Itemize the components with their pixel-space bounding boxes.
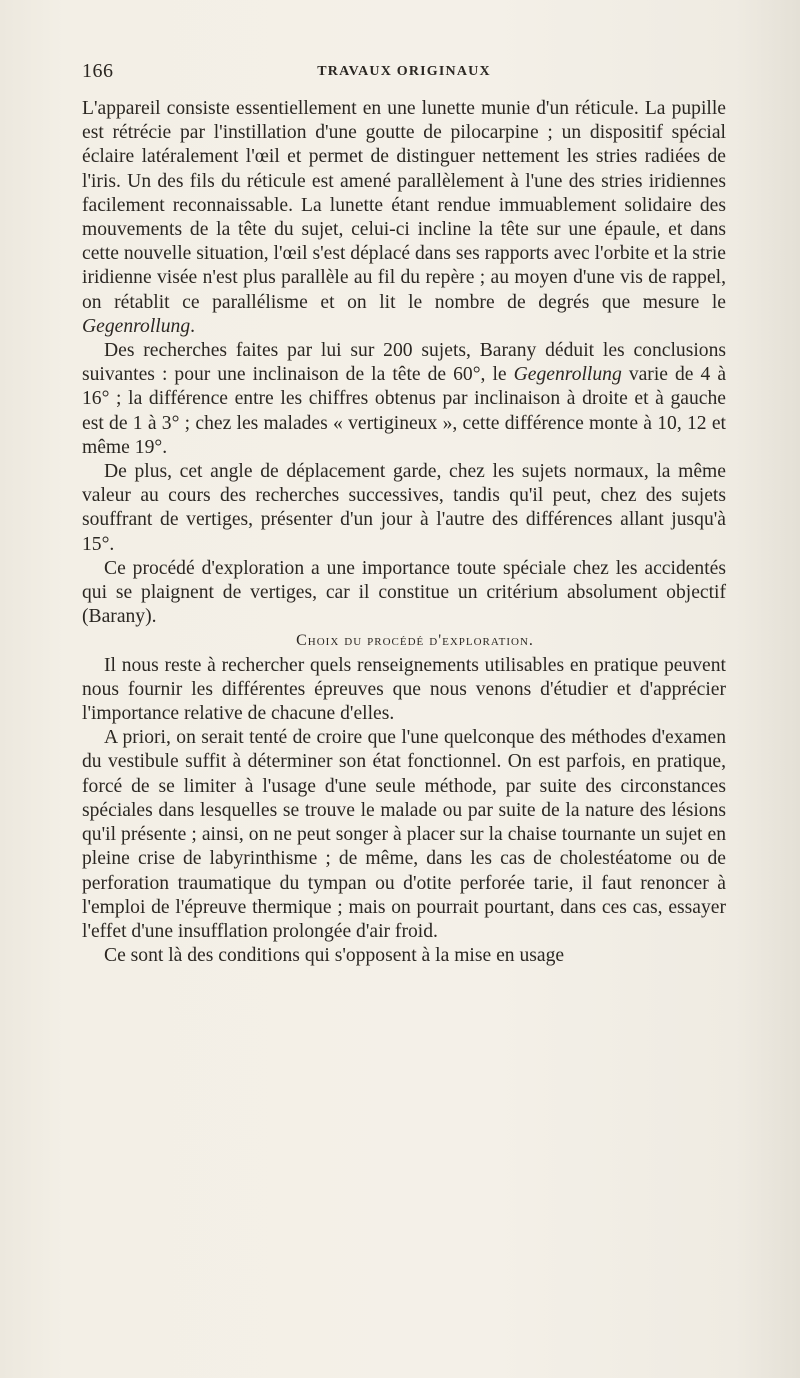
paragraph-2 bbox=[82, 339, 726, 460]
section-title bbox=[82, 629, 726, 653]
paragraph-5: Il nous reste à rechercher quels renseignements utilisables en pratique peuvent nous fournir les différentes épreuves que nous venons d'étudier et d'apprécier l'importance relative de chacune d'elles. bbox=[82, 654, 726, 725]
paragraph-1 bbox=[82, 97, 726, 339]
paragraph-7: Ce sont là des conditions qui s'opposent à la mise en usage bbox=[104, 945, 565, 967]
section-title-text: Choix du procédé d'exploration. bbox=[296, 632, 534, 650]
paragraph-6: A priori, on serait tenté de croire que l'une quelconque des méthodes d'examen du vestibule suffit à déterminer son état fonctionnel. On est parfois, en pratique, forcé de se limiter à l'usage d'une seule méthode, par suite des circonstances spéciales dans lesquelles se trouve le malade ou par suite de la nature des lésions qu'il présente ; ainsi, on ne peut songer à placer sur la chaise tournante un sujet en pleine crise de labyrinthisme ; de même, dans les cas de cholestéatome ou de perforation traumatique du tympan ou d'otite perforée tarie, il faut renoncer à l'emploi de l'épreuve thermique ; mais on pourrait pourtant, dans ces cas, essayer l'effet d'une insufflation prolongée d'air froid. bbox=[82, 727, 726, 942]
paragraph-4: Ce procédé d'exploration a une importance toute spéciale chez les accidentés qui se plaignent de vertiges, car il constitue un critérium absolument objectif (Barany). bbox=[82, 557, 726, 628]
body-text bbox=[82, 97, 726, 968]
italic-term: Gegenrollung bbox=[513, 364, 622, 386]
paragraph-2-text-a: Des recherches faites par lui sur 200 sujets, Barany déduit les conclusions suivantes : pour une inclinaison de la tête de 60°, le bbox=[82, 340, 726, 386]
page-header bbox=[82, 60, 726, 84]
paragraph-1-end: . bbox=[190, 315, 196, 337]
running-head: TRAVAUX ORIGINAUX bbox=[317, 64, 491, 79]
page-number: 166 bbox=[82, 60, 114, 82]
italic-term: Gegenrollung bbox=[82, 315, 191, 337]
paragraph-2-text-b: varie de 4 à 16° ; la différence entre les chiffres obtenus par inclinaison à droite et à gauche est de 1 à 3° ; chez les malades « vertigineux », cette différence monte à 10, 12 et même 19°. bbox=[82, 364, 727, 458]
paragraph-1-text: L'appareil consiste essentiellement en une lunette munie d'un réticule. La pupille est rétrécie par l'instillation d'une goutte de pilocarpine ; un dispositif spécial éclaire latéralement l'œil et permet de distinguer nettement les stries radiées de l'iris. Un des fils du réticule est amené parallèlement à l'une des stries iridiennes facilement reconnaissable. La lunette étant rendue immuablement solidaire des mouvements de la tête du sujet, celui-ci incline la tête sur une épaule, et dans cette nouvelle situation, l'œil s'est déplacé dans ses rapports avec l'orbite et la strie iridienne visée n'est plus parallèle au fil du repère ; au moyen d'une vis de rappel, on rétablit ce parallélisme et on lit le nombre de degrés que mesure le bbox=[82, 98, 726, 313]
paragraph-3: De plus, cet angle de déplacement garde, chez les sujets normaux, la même valeur au cours des recherches successives, tandis qu'il peut, chez des sujets souffrant de vertiges, présenter d'un jour à l'autre des différences allant jusqu'à 15°. bbox=[82, 461, 726, 555]
